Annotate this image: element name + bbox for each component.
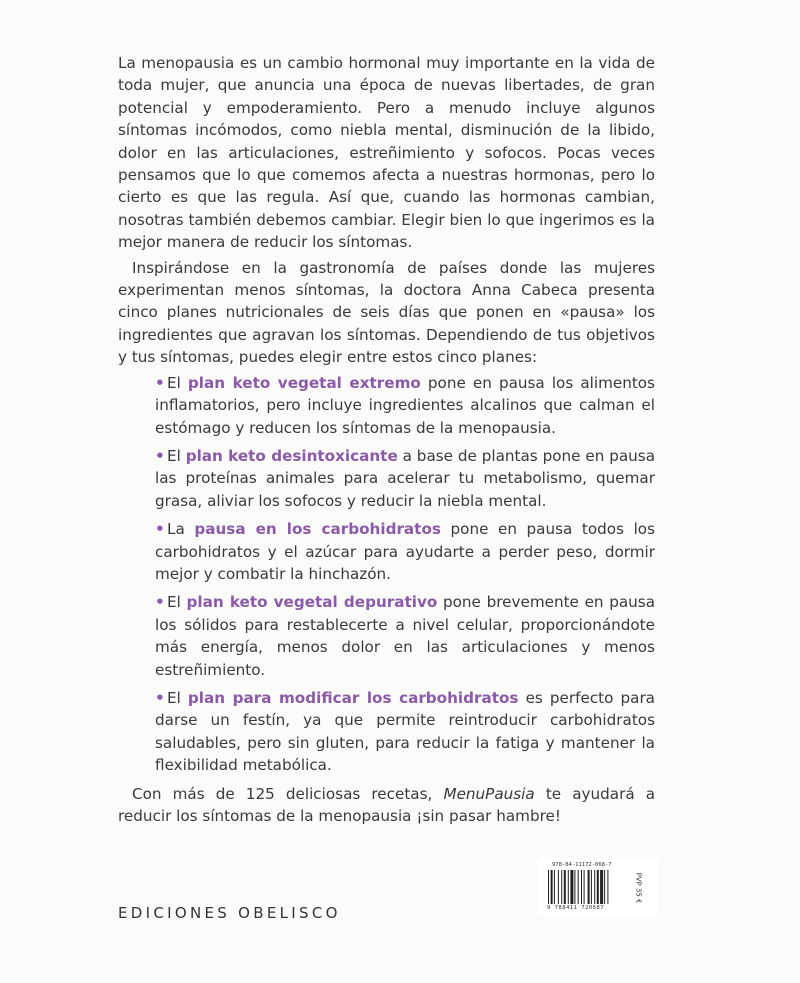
bullet-icon: • [155, 373, 165, 392]
barcode-bar [607, 870, 608, 904]
barcode-icon [547, 870, 611, 906]
barcode-bar [551, 870, 553, 904]
plan-item [118, 445, 655, 512]
barcode-bar [558, 870, 559, 904]
plan-description: es perfecto para darse un festín, ya que permite reintroducir carbohidratos saludables, pero sin gluten, para reducir la fatiga y mantener la flexibilidad metabólica. [155, 688, 655, 775]
barcode-bar [600, 870, 603, 904]
inspiration-paragraph: Inspirándose en la gastronomía de países donde las mujeres experimentan menos síntomas, la doctora Anna Cabeca presenta cinco planes nutricionales de seis días que ponen en «pausa» los ingredientes que agravan los síntomas. Dependiendo de tus objetivos y tus síntomas, puedes elegir entre estos cinco planes: [118, 258, 655, 367]
barcode-bar [588, 870, 590, 904]
publisher-name: EDICIONES OBELISCO [118, 904, 341, 922]
price-label: PVP 35 € [634, 872, 643, 904]
plan-prefix: El [167, 373, 181, 392]
plan-name: plan keto vegetal extremo [187, 373, 421, 392]
plan-name: plan keto desintoxicante [185, 446, 398, 465]
plan-prefix: La [167, 520, 185, 539]
plan-item [118, 591, 655, 681]
barcode-bar [578, 870, 579, 904]
barcode-bar [561, 870, 562, 904]
plan-name: plan para modificar los carbohidratos [187, 688, 519, 707]
barcode-bar [597, 870, 599, 904]
bullet-icon: • [155, 593, 165, 612]
bullet-icon: • [155, 520, 165, 539]
barcode-bar [604, 870, 605, 904]
closing-paragraph [118, 783, 655, 828]
barcode-bar [591, 870, 592, 904]
barcode-bar [584, 870, 585, 904]
plan-prefix: El [167, 593, 181, 612]
barcode-bar [568, 870, 569, 904]
plan-item [118, 372, 655, 439]
intro-paragraph: La menopausia es un cambio hormonal muy importante en la vida de toda mujer, que anuncia una época de nuevas libertades, de gran potencial y empoderamiento. Pero a menudo incluye algunos síntomas incómodos, como niebla mental, disminución de la libido, dolor en las articulaciones, estreñimiento y sofocos. Pocas veces pensamos que lo que comemos afecta a nuestras hormonas, pero lo cierto es que las regula. Así que, cuando las hormonas cambian, nosotras también debemos cambiar. Elegir bien lo que ingerimos es la mejor manera de reducir los síntomas. [118, 54, 655, 252]
plan-description: pone brevemente en pausa los sólidos para restablecerte a nivel celular, proporcionándote más energía, menos dolor en las articulaciones y menos estreñimiento. [155, 593, 656, 679]
barcode-bar [554, 870, 555, 904]
barcode-bar [574, 870, 575, 904]
book-title: MenuPausia [443, 784, 535, 803]
blurb [118, 52, 655, 827]
plans-list [118, 372, 655, 777]
closing-after: te ayudará a reducir los síntomas de la menopausia ¡sin pasar hambre! [118, 784, 656, 825]
barcode-bar [581, 870, 582, 904]
plan-description: pone en pausa los alimentos inflamatorios, pero incluye ingredientes alcalinos que calman el estómago y reducen los síntomas de la menopausia. [155, 373, 655, 437]
plan-description: pone en pausa todos los carbohidratos y el azúcar para ayudarte a perder peso, dormir mejor y combatir la hinchazón. [155, 520, 656, 583]
bullet-icon: • [155, 446, 165, 465]
plan-prefix: El [167, 446, 181, 465]
plan-item [118, 518, 655, 585]
barcode-digits: 9 788411 720687 [547, 905, 605, 911]
closing-before: Con más de 125 deliciosas recetas, [132, 784, 433, 803]
plan-description: a base de plantas pone en pausa las proteínas animales para acelerar tu metabolismo, quemar grasa, aliviar los sofocos y reducir la niebla mental. [155, 446, 655, 510]
barcode-bar [564, 870, 566, 904]
plan-prefix: El [167, 688, 181, 707]
plan-name: pausa en los carbohidratos [194, 520, 441, 539]
plan-item [118, 687, 655, 777]
barcode-bar [594, 870, 595, 904]
barcode-bar [548, 870, 549, 904]
bullet-icon: • [155, 688, 165, 707]
plan-name: plan keto vegetal depurativo [186, 593, 438, 612]
barcode-bar [570, 870, 573, 904]
isbn-number: 978-84-11172-068-7 [552, 862, 612, 868]
